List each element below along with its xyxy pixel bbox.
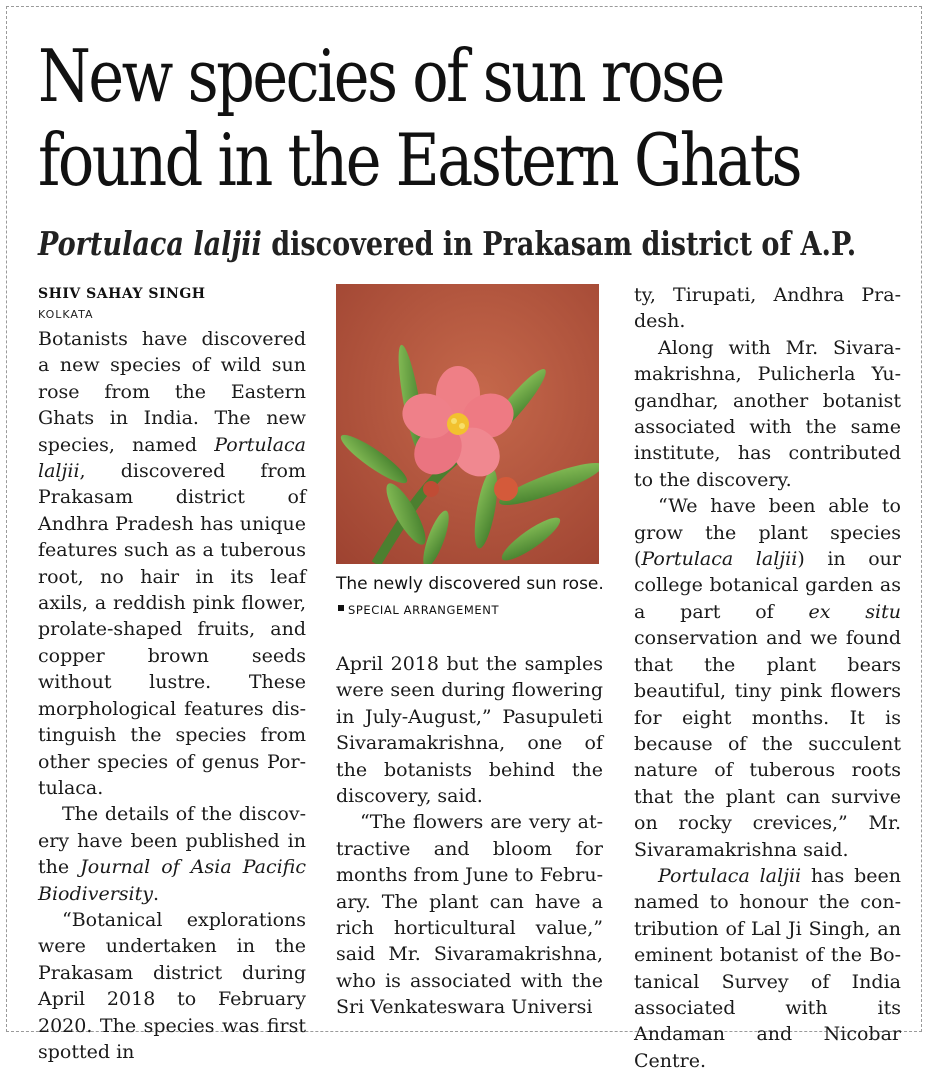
paragraph: ty, Tirupati, Andhra Pradesh. [634,284,901,333]
photo-credit: SPECIAL ARRANGEMENT [348,603,500,617]
dateline: KOLKATA [38,308,94,321]
article-column-1 [38,282,306,1065]
caption-text: The newly discovered sun rose. [336,574,604,594]
article-column-3 [634,282,901,1074]
flower-illustration [336,284,599,564]
paragraph: “The flowers are very attractive and bloom for months from June to February. The plant can have a rich horticultural value,” said Mr. Sivaramakrishna, who is associated with the Sri Venkateswara Universi [336,811,603,1019]
byline-author: SHIV SAHAY SINGH [38,286,206,302]
headline-line-2: found in the Eastern Ghats [38,118,801,202]
headline [38,34,903,202]
paragraph: “Botanical explorations were undertaken in the Prakasam district during April 2018 to February 2020. The species was first spotted in [38,908,306,1063]
subheadline [38,222,856,266]
sun-rose-photo [336,284,599,564]
headline-line-1: New species of sun rose [38,34,723,118]
subhead-species-name: Portulaca laljii [38,224,262,263]
paragraph: Along with Mr. Sivaramakrishna, Pulicherla Yugandhar, another botanist associated with the same institute, has contributed to the discovery. [634,336,901,491]
photo-caption [336,572,606,623]
square-bullet-icon [338,605,344,611]
paragraph: Portulaca laljii has been named to honour the contribution of Lal Ji Singh, an eminent botanist of the Botanical Survey of India associated with its Andaman and Nicobar Centre. [634,864,901,1072]
paragraph: April 2018 but the samples were seen during flowering in July-August,” Pasupuleti Sivaramakrishna, one of the botanists behind the discovery, said. [336,653,603,808]
paragraph: The details of the discovery have been published in the Journal of Asia Pacific Biodiversity. [38,803,306,905]
paragraph: “We have been able to grow the plant species (Portulaca laljii) in our college botanical garden as a part of ex situ conservation and we found that the plant bears beautiful, tiny pink flowers for eight months. It is because of the succulent nature of tuberous roots that the plant can survive on rocky crevices,” Mr. Sivaramakrishna said. [634,495,901,861]
article-column-2 [336,651,603,1021]
subhead-text: discovered in Prakasam district of A.P. [261,224,857,263]
paragraph: Botanists have discovered a new species of wild sun rose from the Eastern Ghats in India. The new species, named Portulaca laljii, discovered from Prakasam district of Andhra Pradesh has unique features such as a tuberous root, no hair in its leaf axils, a reddish pink flower, prolate-shaped fruits, and copper brown seeds without lustre. These morphological features distinguish the species from other species of genus Portulaca. [38,328,306,799]
